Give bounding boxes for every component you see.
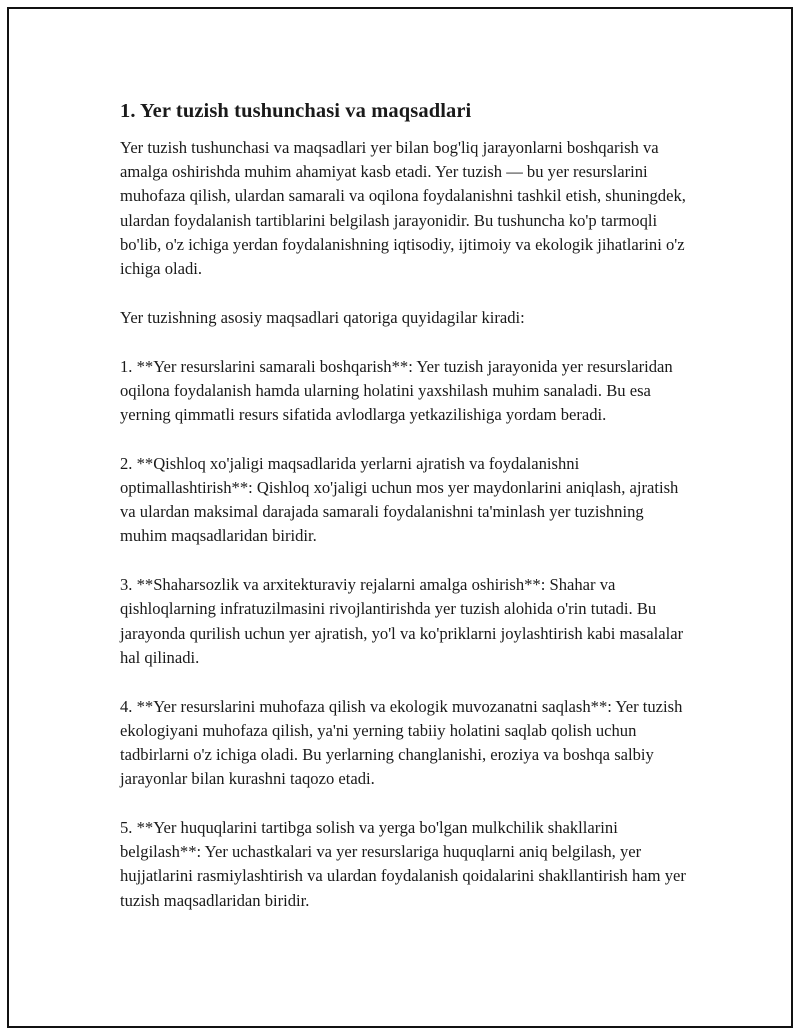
document-body [120, 97, 690, 937]
goal-item-3: 3. **Shaharsozlik va arxitekturaviy rejalarni amalga oshirish**: Shahar va qishloqlarning infratuzilmasini rivojlantirishda yer tuzish alohida o'rin tutadi. Bu jarayonda qurilish uchun yer ajratish, yo'l va ko'priklarni joylashtirish kabi masalalar hal qilinadi. [120, 575, 684, 667]
intro-paragraph: Yer tuzish tushunchasi va maqsadlari yer bilan bog'liq jarayonlarni boshqarish va amalga oshirishda muhim ahamiyat kasb etadi. Yer tuzish — bu yer resurslarini muhofaza qilish, ulardan samarali va oqilona foydalanishni tashkil etish, shuningdek, ulardan foydalanish tartiblarini belgilash jarayonidir. Bu tushuncha ko'p tarmoqli bo'lib, o'z ichiga yerdan foydalanishning iqtisodiy, ijtimoiy va ekologik jihatlarini o'z ichiga oladi. [120, 138, 686, 279]
page-frame [7, 7, 793, 1028]
goal-item-4: 4. **Yer resurslarini muhofaza qilish va ekologik muvozanatni saqlash**: Yer tuzish ekologiyani muhofaza qilish, ya'ni yerning tabiiy holatini saqlab qolish uchun tadbirlarni o'z ichiga oladi. Bu yerlarning changlanishi, eroziya va boshqa salbiy jarayonlar bilan kurashni taqozo etadi. [120, 696, 683, 789]
document-title: 1. Yer tuzish tushunchasi va maqsadlari [120, 100, 472, 122]
goal-item-5: 5. **Yer huquqlarini tartibga solish va yerga bo'lgan mulkchilik shakllarini belgilash**: Yer uchastkalari va yer resurslariga huquqlarni aniq belgilash, yer hujjatlarini rasmiylashtirish va ulardan foydalanish qoidalarini shakllantirish ham yer tuzish maqsadlaridan biridir. [120, 818, 686, 910]
goal-item-2: 2. **Qishloq xo'jaligi maqsadlarida yerlarni ajratish va foydalanishni optimallashtirish**: Qishloq xo'jaligi uchun mos yer maydonlarini aniqlash, ajratish va ulardan maksimal darajada samarali foydalanishni ta'minlash yer tuzishning muhim maqsadlaridan biridir. [120, 453, 679, 546]
goal-item-1: 1. **Yer resurslarini samarali boshqarish**: Yer tuzish jarayonida yer resurslaridan oqilona foydalanish hamda ularning holatini yaxshilash muhim sanaladi. Bu esa yerning qimmatli resurs sifatida avlodlarga yetkazilishiga yordam beradi. [120, 356, 673, 425]
goals-lead-paragraph: Yer tuzishning asosiy maqsadlari qatoriga quyidagilar kiradi: [120, 307, 525, 327]
